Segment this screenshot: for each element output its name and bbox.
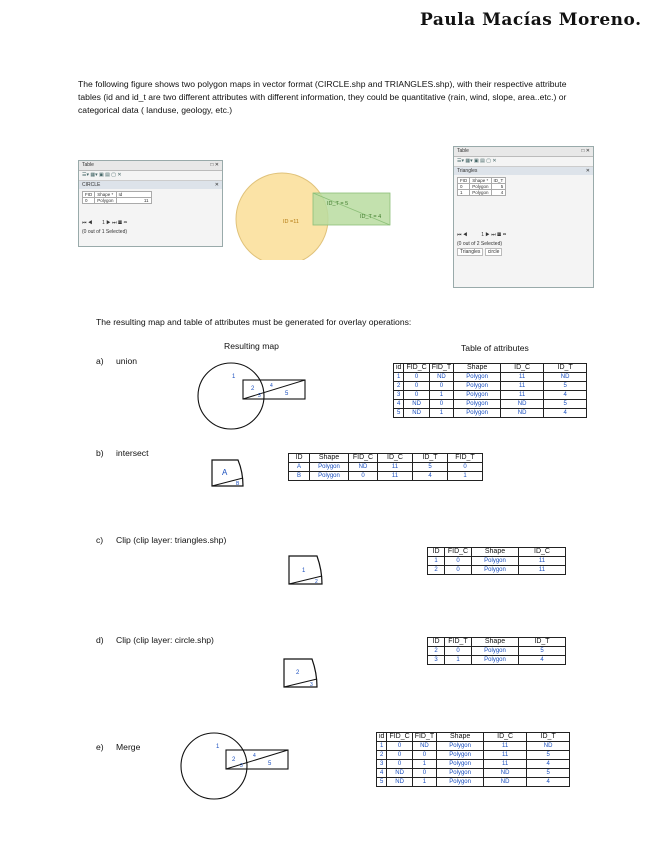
table-cell: 5 bbox=[544, 400, 587, 409]
table-cell: 11 bbox=[378, 472, 413, 481]
table-cell: ND bbox=[501, 409, 544, 418]
table-cell: 4 bbox=[544, 409, 587, 418]
table-header: ID_T bbox=[527, 733, 570, 742]
table-row bbox=[428, 557, 566, 566]
grid-header: FID bbox=[458, 178, 470, 184]
table-cell: B bbox=[289, 472, 310, 481]
table-row bbox=[289, 463, 483, 472]
table-cell: Polygon bbox=[472, 647, 519, 656]
table-header: Shape bbox=[310, 454, 349, 463]
table-cell: 4 bbox=[519, 656, 566, 665]
map-label: 2 bbox=[251, 386, 255, 392]
grid-header: Id bbox=[116, 192, 151, 198]
table-cell: Polygon bbox=[472, 656, 519, 665]
record-number: 1 bbox=[102, 220, 105, 226]
table-cell: 0 bbox=[349, 472, 378, 481]
table-cell: 11 bbox=[484, 742, 527, 751]
table-cell: 4 bbox=[394, 400, 404, 409]
table-cell: 0 bbox=[404, 391, 429, 400]
table-header: Shape bbox=[437, 733, 484, 742]
table-cell: 5 bbox=[527, 751, 570, 760]
table-cell: ND bbox=[387, 769, 412, 778]
table-cell: Polygon bbox=[310, 472, 349, 481]
map-label: 1 bbox=[232, 374, 236, 380]
table-cell: 4 bbox=[377, 769, 387, 778]
close-icon[interactable]: ✕ bbox=[585, 168, 590, 174]
table-cell: ND bbox=[387, 778, 412, 787]
section-b-letter: b) bbox=[96, 448, 104, 458]
section-d-title: Clip (clip layer: circle.shp) bbox=[116, 635, 214, 645]
table-row bbox=[428, 647, 566, 656]
merge-map bbox=[178, 728, 293, 803]
map-label: B bbox=[236, 481, 240, 487]
table-cell: Polygon bbox=[437, 769, 484, 778]
clip-circle-map bbox=[280, 655, 322, 691]
table-cell: A bbox=[289, 463, 310, 472]
table-cell: ND bbox=[484, 778, 527, 787]
table-cell: ND bbox=[484, 769, 527, 778]
table-cell: Polygon bbox=[437, 778, 484, 787]
section-b-title: intersect bbox=[116, 448, 149, 458]
table-row bbox=[377, 769, 570, 778]
table-cell: 0 bbox=[412, 769, 436, 778]
table-cell: 0 bbox=[387, 760, 412, 769]
table-header: FID_C bbox=[387, 733, 412, 742]
table-row bbox=[394, 391, 587, 400]
table-header: ID_C bbox=[519, 548, 566, 557]
union-map bbox=[195, 360, 310, 430]
table-row bbox=[394, 409, 587, 418]
table-cell: 0 bbox=[412, 751, 436, 760]
table-cell: 2 bbox=[377, 751, 387, 760]
rect-label-a: ID_T = 5 bbox=[327, 201, 349, 207]
grid-cell: Polygon bbox=[470, 190, 491, 196]
table-header: ID_C bbox=[501, 364, 544, 373]
table-header: FID_C bbox=[445, 548, 472, 557]
table-row bbox=[394, 382, 587, 391]
table-cell: 3 bbox=[394, 391, 404, 400]
circle-label: ID =11 bbox=[283, 219, 299, 225]
table-cell: 2 bbox=[428, 566, 445, 575]
grid-header: FID bbox=[83, 192, 95, 198]
map-label: 5 bbox=[285, 391, 289, 397]
table-cell: 3 bbox=[428, 656, 445, 665]
table-cell: ND bbox=[527, 742, 570, 751]
table-cell: 1 bbox=[412, 760, 436, 769]
table-cell: 0 bbox=[404, 382, 429, 391]
table-row bbox=[377, 742, 570, 751]
table-cell: Polygon bbox=[437, 751, 484, 760]
table-cell: 11 bbox=[501, 373, 544, 382]
section-a-title: union bbox=[116, 356, 138, 366]
window-title: Table bbox=[82, 162, 94, 168]
table-row bbox=[428, 656, 566, 665]
table-header: ID_T bbox=[413, 454, 448, 463]
table-header: Shape bbox=[472, 548, 519, 557]
table-cell: 5 bbox=[544, 382, 587, 391]
column-heading-table: Table of attributes bbox=[461, 343, 529, 353]
table-cell: 0 bbox=[404, 373, 429, 382]
grid-header: Shape * bbox=[470, 178, 491, 184]
table-header: ID bbox=[428, 548, 445, 557]
clip-circle-table bbox=[427, 637, 566, 665]
table-cell: 2 bbox=[394, 382, 404, 391]
table-row bbox=[289, 472, 483, 481]
attribute-grid bbox=[457, 177, 506, 196]
table-cell: 5 bbox=[413, 463, 448, 472]
table-header: ID bbox=[428, 638, 445, 647]
layer-tabs bbox=[454, 248, 593, 256]
table-cell: 5 bbox=[377, 778, 387, 787]
table-cell: 11 bbox=[501, 391, 544, 400]
window-title: Table bbox=[457, 148, 469, 154]
table-cell: 11 bbox=[484, 751, 527, 760]
layer-tab[interactable]: CIRCLE bbox=[82, 182, 101, 188]
map-label: 1 bbox=[302, 568, 306, 574]
table-header: ID_T bbox=[544, 364, 587, 373]
merge-table bbox=[376, 732, 570, 787]
table-cell: Polygon bbox=[437, 742, 484, 751]
union-table bbox=[393, 363, 587, 418]
table-cell: 11 bbox=[378, 463, 413, 472]
table-cell: 11 bbox=[484, 760, 527, 769]
table-header: id bbox=[394, 364, 404, 373]
table-cell: 0 bbox=[445, 566, 472, 575]
map-label: 3 bbox=[258, 393, 261, 399]
grid-cell: 11 bbox=[116, 198, 151, 204]
intro-paragraph: The following figure shows two polygon maps in vector format (CIRCLE.shp and TRIANGLES.shp), with their respective attribute tables (id and id_t are two different attributes with different information, they could be quantitative (rain, wind, slope, area..etc.) or categorical data ( landuse, geology, etc.) bbox=[78, 79, 567, 115]
table-cell: 4 bbox=[413, 472, 448, 481]
table-cell: ND bbox=[544, 373, 587, 382]
table-cell: 0 bbox=[387, 742, 412, 751]
table-header: ID bbox=[289, 454, 310, 463]
table-header: Shape bbox=[472, 638, 519, 647]
table-cell: Polygon bbox=[310, 463, 349, 472]
table-header: id bbox=[377, 733, 387, 742]
map-label: 3 bbox=[310, 682, 313, 688]
table-cell: 3 bbox=[377, 760, 387, 769]
table-cell: Polygon bbox=[472, 566, 519, 575]
table-cell: 4 bbox=[527, 778, 570, 787]
record-number: 1 bbox=[481, 232, 485, 238]
table-row bbox=[377, 778, 570, 787]
intersect-map bbox=[208, 456, 248, 490]
table-cell: 1 bbox=[428, 557, 445, 566]
table-cell: 1 bbox=[429, 391, 453, 400]
table-cell: 1 bbox=[412, 778, 436, 787]
section-c-title: Clip (clip layer: triangles.shp) bbox=[116, 535, 227, 545]
toolbar: ☰▾ ▦▾ ▣ ▤ ▢ ✕ bbox=[457, 158, 497, 164]
table-header: ID_C bbox=[378, 454, 413, 463]
table-cell: 0 bbox=[445, 557, 472, 566]
section-e-title: Merge bbox=[116, 742, 141, 752]
intersect-table bbox=[288, 453, 483, 481]
table-cell: 4 bbox=[527, 760, 570, 769]
table-header: Shape bbox=[454, 364, 501, 373]
input-layers-map bbox=[235, 165, 395, 260]
tab-circle[interactable]: circle bbox=[485, 248, 503, 256]
clip-triangles-table bbox=[427, 547, 566, 575]
table-cell: Polygon bbox=[454, 373, 501, 382]
table-cell: 1 bbox=[448, 472, 483, 481]
table-header: ID_T bbox=[519, 638, 566, 647]
grid-header: ID_T bbox=[491, 178, 506, 184]
column-heading-map: Resulting map bbox=[224, 341, 279, 351]
map-label: 2 bbox=[315, 579, 318, 585]
grid-cell: 5 bbox=[491, 184, 506, 190]
table-cell: 0 bbox=[429, 382, 453, 391]
map-label: 1 bbox=[216, 744, 220, 750]
grid-cell: 4 bbox=[491, 190, 506, 196]
circle-table-window bbox=[78, 160, 223, 247]
table-header: FID_T bbox=[412, 733, 436, 742]
map-label: 4 bbox=[253, 753, 256, 759]
tab-triangles[interactable]: Triangles bbox=[457, 248, 483, 256]
record-nav[interactable]: ⏮ ◀ 1 ▶ ⏭ ▦ ▭ bbox=[82, 220, 128, 226]
table-cell: 0 bbox=[445, 647, 472, 656]
grid-cell: 1 bbox=[458, 190, 470, 196]
section-d-letter: d) bbox=[96, 635, 104, 645]
close-icon[interactable]: □ ✕ bbox=[581, 148, 590, 154]
table-cell: 0 bbox=[448, 463, 483, 472]
map-label: 5 bbox=[268, 761, 272, 767]
table-cell: Polygon bbox=[454, 400, 501, 409]
table-row bbox=[428, 566, 566, 575]
selection-status: (0 out of 1 Selected) bbox=[82, 229, 128, 235]
section-e-letter: e) bbox=[96, 742, 104, 752]
table-cell: 11 bbox=[501, 382, 544, 391]
table-header: FID_T bbox=[448, 454, 483, 463]
table-cell: 4 bbox=[544, 391, 587, 400]
selection-status: (0 out of 2 Selected) bbox=[457, 241, 503, 247]
table-cell: 5 bbox=[394, 409, 404, 418]
map-label: 3 bbox=[240, 763, 243, 769]
grid-cell: Polygon bbox=[95, 198, 116, 204]
author-name: Paula Macías Moreno. bbox=[420, 10, 642, 30]
clip-triangles-map bbox=[285, 552, 327, 588]
grid-header: Shape * bbox=[95, 192, 116, 198]
table-header: ID_C bbox=[484, 733, 527, 742]
section-c-letter: c) bbox=[96, 535, 104, 545]
table-header: FID_C bbox=[349, 454, 378, 463]
table-cell: 5 bbox=[519, 647, 566, 656]
table-cell: 1 bbox=[394, 373, 404, 382]
table-cell: ND bbox=[429, 373, 453, 382]
close-icon[interactable]: ✕ bbox=[214, 182, 219, 188]
table-cell: ND bbox=[404, 409, 429, 418]
section-a-letter: a) bbox=[96, 356, 104, 366]
table-cell: 0 bbox=[429, 400, 453, 409]
table-row bbox=[394, 373, 587, 382]
grid-cell: Polygon bbox=[470, 184, 491, 190]
map-label: 2 bbox=[296, 670, 300, 676]
triangles-table-window bbox=[453, 146, 594, 288]
table-cell: ND bbox=[501, 400, 544, 409]
record-nav[interactable]: ⏮ ◀ 1 ▶ ⏭ ▦ ▭ bbox=[457, 232, 507, 238]
map-label: A bbox=[222, 468, 228, 477]
table-cell: 1 bbox=[429, 409, 453, 418]
table-cell: Polygon bbox=[454, 409, 501, 418]
table-cell: Polygon bbox=[437, 760, 484, 769]
close-icon[interactable]: □ ✕ bbox=[210, 162, 219, 168]
table-row bbox=[377, 760, 570, 769]
table-cell: 1 bbox=[377, 742, 387, 751]
table-header: FID_C bbox=[404, 364, 429, 373]
table-header: FID_T bbox=[445, 638, 472, 647]
table-cell: Polygon bbox=[472, 557, 519, 566]
table-cell: ND bbox=[349, 463, 378, 472]
table-cell: Polygon bbox=[454, 391, 501, 400]
table-cell: 11 bbox=[519, 557, 566, 566]
toolbar: ☰▾ ▦▾ ▣ ▤ ▢ ✕ bbox=[82, 172, 122, 178]
table-cell: 0 bbox=[387, 751, 412, 760]
table-cell: 5 bbox=[527, 769, 570, 778]
table-row bbox=[394, 400, 587, 409]
table-cell: ND bbox=[404, 400, 429, 409]
grid-cell: 0 bbox=[83, 198, 95, 204]
table-header: FID_T bbox=[429, 364, 453, 373]
layer-tab[interactable]: Triangles bbox=[457, 168, 478, 174]
grid-cell: 0 bbox=[458, 184, 470, 190]
table-cell: Polygon bbox=[454, 382, 501, 391]
attribute-grid bbox=[82, 191, 152, 204]
map-label: 4 bbox=[270, 383, 273, 389]
map-label: 2 bbox=[232, 757, 236, 763]
table-row bbox=[377, 751, 570, 760]
table-cell: 2 bbox=[428, 647, 445, 656]
table-cell: ND bbox=[412, 742, 436, 751]
table-cell: 1 bbox=[445, 656, 472, 665]
task-statement: The resulting map and table of attributes must be generated for overlay operations: bbox=[96, 317, 412, 327]
rect-label-b: ID_T = 4 bbox=[360, 214, 382, 220]
table-cell: 11 bbox=[519, 566, 566, 575]
